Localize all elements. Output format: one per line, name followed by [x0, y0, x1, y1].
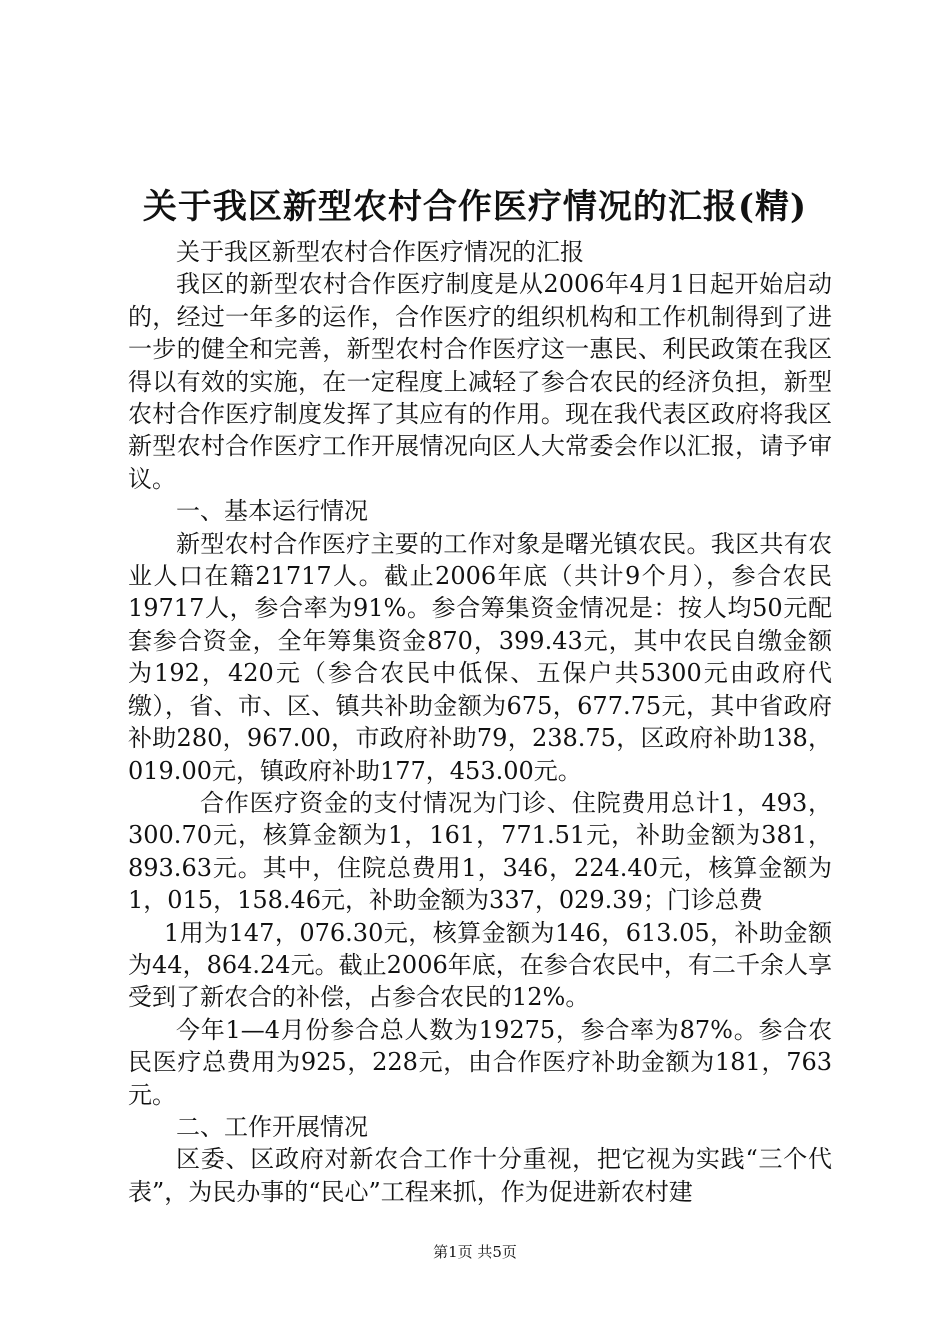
- outpatient-paragraph: 1用为147，076.30元，核算金额为146，613.05，补助金额为44，864.24元。截止2006年底，在参合农民中，有二千余人享受到了新农合的补偿，占参合农民的12%。: [128, 918, 832, 1012]
- section-heading-2: 二、工作开展情况: [176, 1112, 368, 1141]
- document-body: [128, 236, 832, 1208]
- subtitle-paragraph: 关于我区新型农村合作医疗情况的汇报: [176, 238, 584, 266]
- section-heading-1: 一、基本运行情况: [176, 497, 368, 526]
- current-year-paragraph: 今年1—4月份参合总人数为19275，参合率为87%。参合农民医疗总费用为925，228元，由合作医疗补助金额为181，763元。: [128, 1015, 832, 1109]
- work-paragraph: 区委、区政府对新农合工作十分重视，把它视为实践“三个代表”，为民办事的“民心”工程来抓，作为促进新农村建: [128, 1145, 832, 1206]
- operation-paragraph: 新型农村合作医疗主要的工作对象是曙光镇农民。我区共有农业人口在籍21717人。截止2006年底（共计9个月），参合农民19717人，参合率为91%。参合筹集资金情况是：按人均50元配套参合资金，全年筹集资金870，399.43元，其中农民自缴金额为192，420元（参合农民中低保、五保户共5300元由政府代缴），省、市、区、镇共补助金额为675，677.75元，其中省政府补助280，967.00，市政府补助79，238.75，区政府补助138，019.00元，镇政府补助177，453.00元。: [128, 529, 832, 785]
- document-title: 关于我区新型农村合作医疗情况的汇报(精): [142, 187, 808, 227]
- payment-paragraph: 合作医疗资金的支付情况为门诊、住院费用总计1，493，300.70元，核算金额为1，161，771.51元，补助金额为381，893.63元。其中，住院总费用1，346，224.40元，核算金额为1，015，158.46元，补助金额为337，029.39；门诊总费: [128, 788, 832, 915]
- page-indicator: 第1页 共5页: [433, 1243, 517, 1261]
- intro-paragraph: 我区的新型农村合作医疗制度是从2006年4月1日起开始启动的，经过一年多的运作，合作医疗的组织机构和工作机制得到了进一步的健全和完善，新型农村合作医疗这一惠民、利民政策在我区得以有效的实施，在一定程度上减轻了参合农民的经济负担，新型农村合作医疗制度发挥了其应有的作用。现在我代表区政府将我区新型农村合作医疗工作开展情况向区人大常委会作以汇报，请予审议。: [128, 270, 832, 493]
